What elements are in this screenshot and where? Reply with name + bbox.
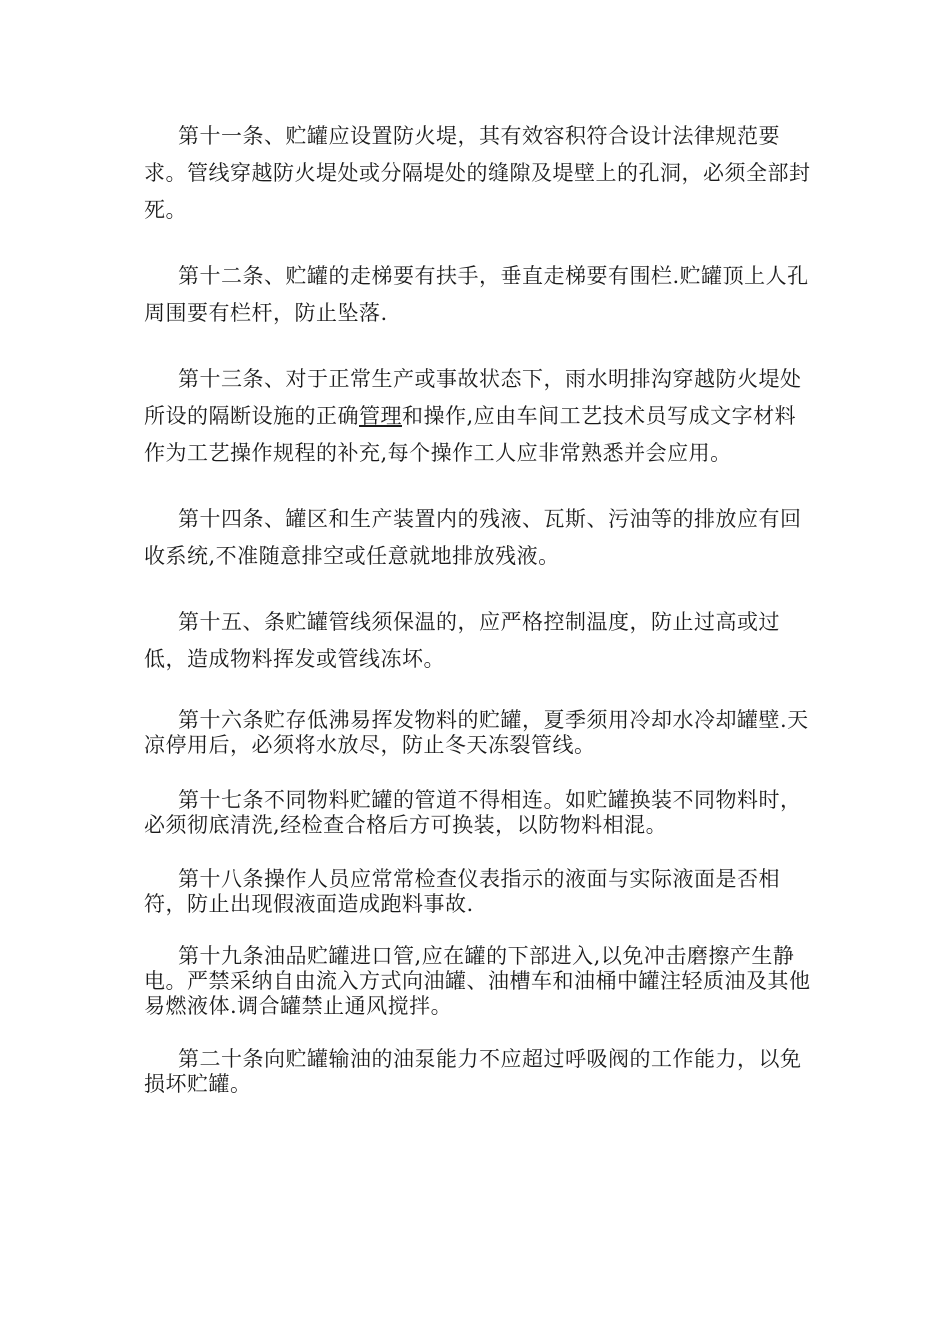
article-20: 第二十条向贮罐输油的油泵能力不应超过呼吸阀的工作能力，以免损坏贮罐。	[144, 1047, 802, 1096]
article-13	[144, 361, 814, 472]
article-12: 第十二条、贮罐的走梯要有扶手，垂直走梯要有围栏.贮罐顶上人孔周围要有栏杆，防止坠落.	[144, 264, 809, 325]
article-13-text-start: 第十三条、对于正常生产或事故状态下，雨水明排沟穿越防火堤处所设的隔断设施的正确	[144, 367, 802, 428]
article-18: 第十八条操作人员应常常检查仪表指示的液面与实际液面是否相符，防止出现假液面造成跑料事故.	[144, 867, 780, 916]
article-15: 第十五、条贮罐管线须保温的，应严格控制温度，防止过高或过低，造成物料挥发或管线冻坏。	[144, 610, 780, 671]
management-link[interactable]: 管理	[359, 404, 402, 428]
article-17: 第十七条不同物料贮罐的管道不得相连。如贮罐换装不同物料时，必须彻底清洗,经检查合格后方可换装，以防物料相混。	[144, 788, 802, 837]
article-13-text-end: 和操作,应由车间工艺技术员写成文字材料作为工艺操作规程的补充,每个操作工人应非常熟悉并会应用。	[144, 404, 797, 465]
article-16: 第十六条贮存低沸易挥发物料的贮罐，夏季须用冷却水冷却罐壁.天凉停用后，必须将水放尽，防止冬天冻裂管线。	[144, 708, 809, 757]
article-19: 第十九条油品贮罐进口管,应在罐的下部进入,以免冲击磨擦产生静电。严禁采纳自由流入方式向油罐、油槽车和油桶中罐注轻质油及其他易燃液体.调合罐禁止通风搅拌。	[144, 944, 811, 1018]
article-11: 第十一条、贮罐应设置防火堤，其有效容积符合设计法律规范要求。管线穿越防火堤处或分隔堤处的缝隙及堤壁上的孔洞，必须全部封死。	[144, 124, 811, 222]
article-14: 第十四条、罐区和生产装置内的残液、瓦斯、污油等的排放应有回收系统,不准随意排空或任意就地排放残液。	[144, 507, 802, 568]
